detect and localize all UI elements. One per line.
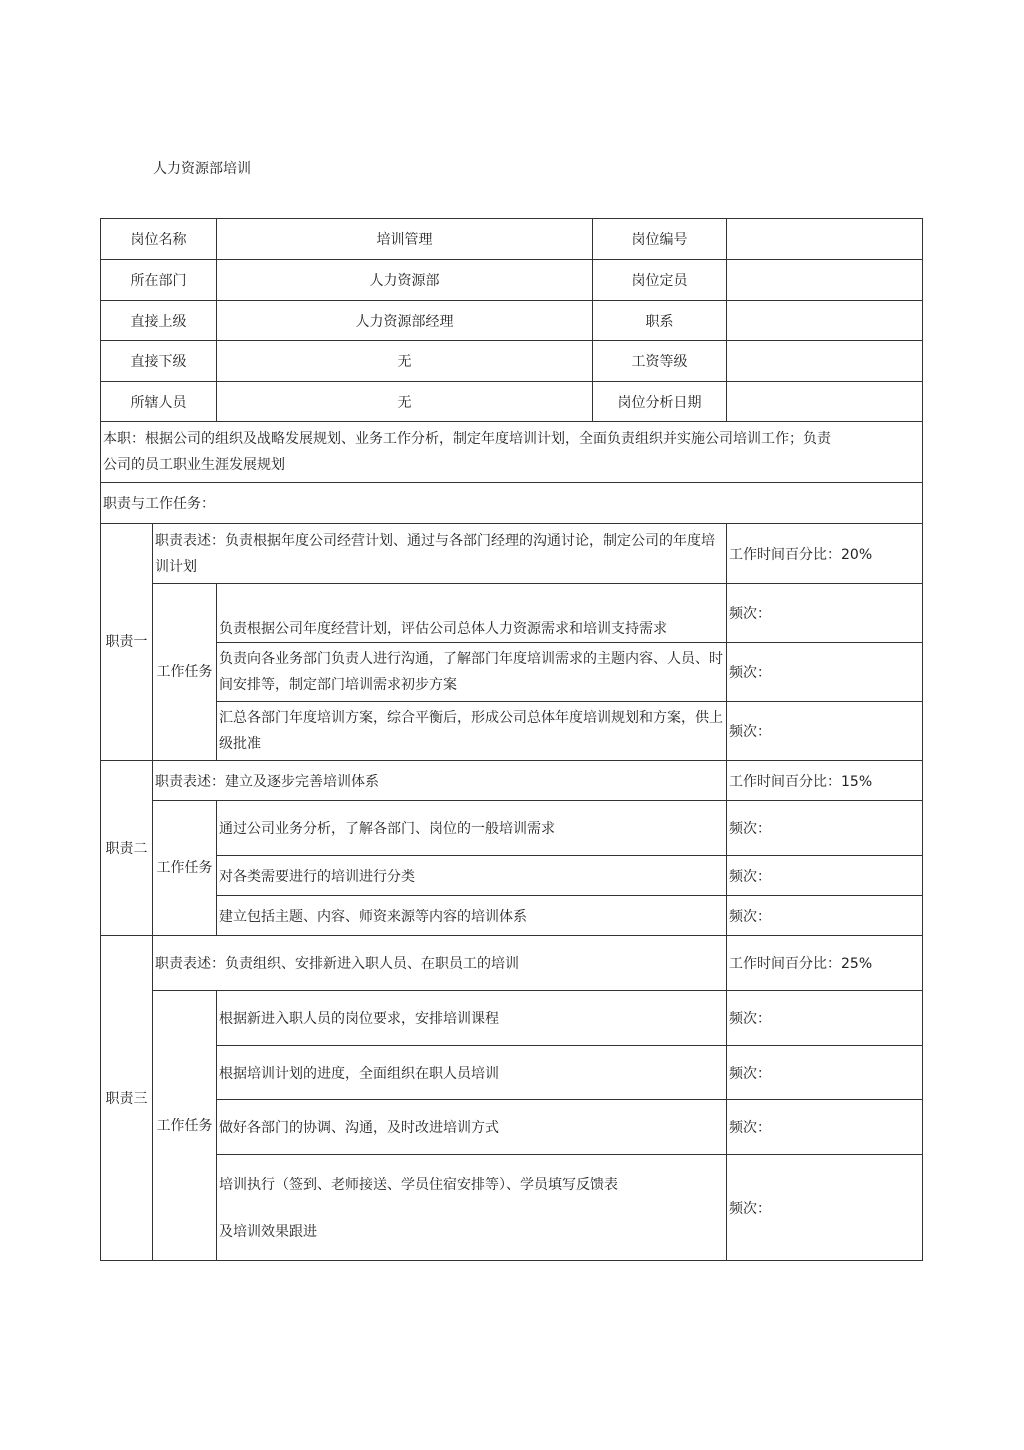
benzhi-row <box>101 422 923 483</box>
task-text: 做好各部门的协调、沟通，及时改进培训方式 <box>217 1100 727 1155</box>
task-label: 工作任务 <box>153 991 217 1261</box>
task-text: 对各类需要进行的培训进行分类 <box>217 856 727 896</box>
field-label: 岗位定员 <box>593 260 727 301</box>
document-title: 人力资源部培训 <box>153 161 251 177</box>
field-label: 直接下级 <box>101 341 217 382</box>
info-row <box>101 260 923 301</box>
field-value <box>727 301 923 341</box>
field-value <box>727 382 923 422</box>
task-text-line: 及培训效果跟进 <box>219 1224 317 1240</box>
task-row <box>101 702 923 761</box>
main-responsibility: 本职：根据公司的组织及战略发展规划、业务工作分析，制定年度培训计划，全面负责组织并实施公司培训工作；负责公司的员工职业生涯发展规划 <box>101 422 923 483</box>
duty-statement-row <box>101 761 923 801</box>
field-value: 无 <box>217 341 593 382</box>
task-text: 根据培训计划的进度，全面组织在职人员培训 <box>217 1046 727 1100</box>
task-row <box>101 991 923 1046</box>
duty-statement-row <box>101 524 923 584</box>
field-value: 人力资源部经理 <box>217 301 593 341</box>
task-row <box>101 1155 923 1261</box>
task-text: 根据新进入职人员的岗位要求，安排培训课程 <box>217 991 727 1046</box>
task-row <box>101 584 923 643</box>
field-value: 无 <box>217 382 593 422</box>
task-frequency: 频次： <box>727 1155 923 1261</box>
info-row <box>101 382 923 422</box>
task-frequency: 频次： <box>727 702 923 761</box>
task-label: 工作任务 <box>153 584 217 761</box>
task-frequency: 频次： <box>727 991 923 1046</box>
info-row <box>101 341 923 382</box>
field-label: 职系 <box>593 301 727 341</box>
task-frequency: 频次： <box>727 643 923 702</box>
task-label: 工作任务 <box>153 801 217 936</box>
task-frequency: 频次： <box>727 896 923 936</box>
field-value: 培训管理 <box>217 219 593 260</box>
task-text: 通过公司业务分析，了解各部门、岗位的一般培训需求 <box>217 801 727 856</box>
duties-heading-row <box>101 483 923 524</box>
task-frequency: 频次： <box>727 856 923 896</box>
task-frequency: 频次： <box>727 584 923 643</box>
task-frequency: 频次： <box>727 1100 923 1155</box>
task-text: 汇总各部门年度培训方案，综合平衡后，形成公司总体年度培训规划和方案，供上级批准 <box>217 702 727 761</box>
task-row <box>101 896 923 936</box>
task-row <box>101 643 923 702</box>
time-percentage: 工作时间百分比：20% <box>727 524 923 584</box>
task-text: 负责根据公司年度经营计划，评估公司总体人力资源需求和培训支持需求 <box>217 584 727 643</box>
field-value <box>727 341 923 382</box>
task-frequency: 频次： <box>727 1046 923 1100</box>
task-text: 负责向各业务部门负责人进行沟通，了解部门年度培训需求的主题内容、人员、时间安排等，制定部门培训需求初步方案 <box>217 643 727 702</box>
duty-name: 职责一 <box>101 524 153 761</box>
time-percentage: 工作时间百分比：15% <box>727 761 923 801</box>
field-label: 工资等级 <box>593 341 727 382</box>
task-frequency: 频次： <box>727 801 923 856</box>
duties-heading: 职责与工作任务： <box>101 483 923 524</box>
info-row <box>101 219 923 260</box>
duty-name: 职责二 <box>101 761 153 936</box>
field-value <box>727 260 923 301</box>
task-row <box>101 856 923 896</box>
task-row <box>101 1046 923 1100</box>
duty-statement-row <box>101 936 923 991</box>
field-label: 岗位分析日期 <box>593 382 727 422</box>
job-description-table <box>100 218 923 1261</box>
field-value <box>727 219 923 260</box>
field-label: 岗位编号 <box>593 219 727 260</box>
task-row <box>101 1100 923 1155</box>
time-percentage: 工作时间百分比：25% <box>727 936 923 991</box>
task-row <box>101 801 923 856</box>
field-label: 直接上级 <box>101 301 217 341</box>
task-text: 建立包括主题、内容、师资来源等内容的培训体系 <box>217 896 727 936</box>
field-label: 岗位名称 <box>101 219 217 260</box>
duty-statement: 职责表述：负责组织、安排新进入职人员、在职员工的培训 <box>153 936 727 991</box>
duty-name: 职责三 <box>101 936 153 1261</box>
field-value: 人力资源部 <box>217 260 593 301</box>
field-label: 所在部门 <box>101 260 217 301</box>
task-text <box>217 1155 727 1261</box>
field-label: 所辖人员 <box>101 382 217 422</box>
info-row <box>101 301 923 341</box>
task-text-line: 培训执行（签到、老师接送、学员住宿安排等）、学员填写反馈表 <box>219 1177 618 1193</box>
duty-statement: 职责表述：建立及逐步完善培训体系 <box>153 761 727 801</box>
duty-statement: 职责表述：负责根据年度公司经营计划、通过与各部门经理的沟通讨论，制定公司的年度培训计划 <box>153 524 727 584</box>
